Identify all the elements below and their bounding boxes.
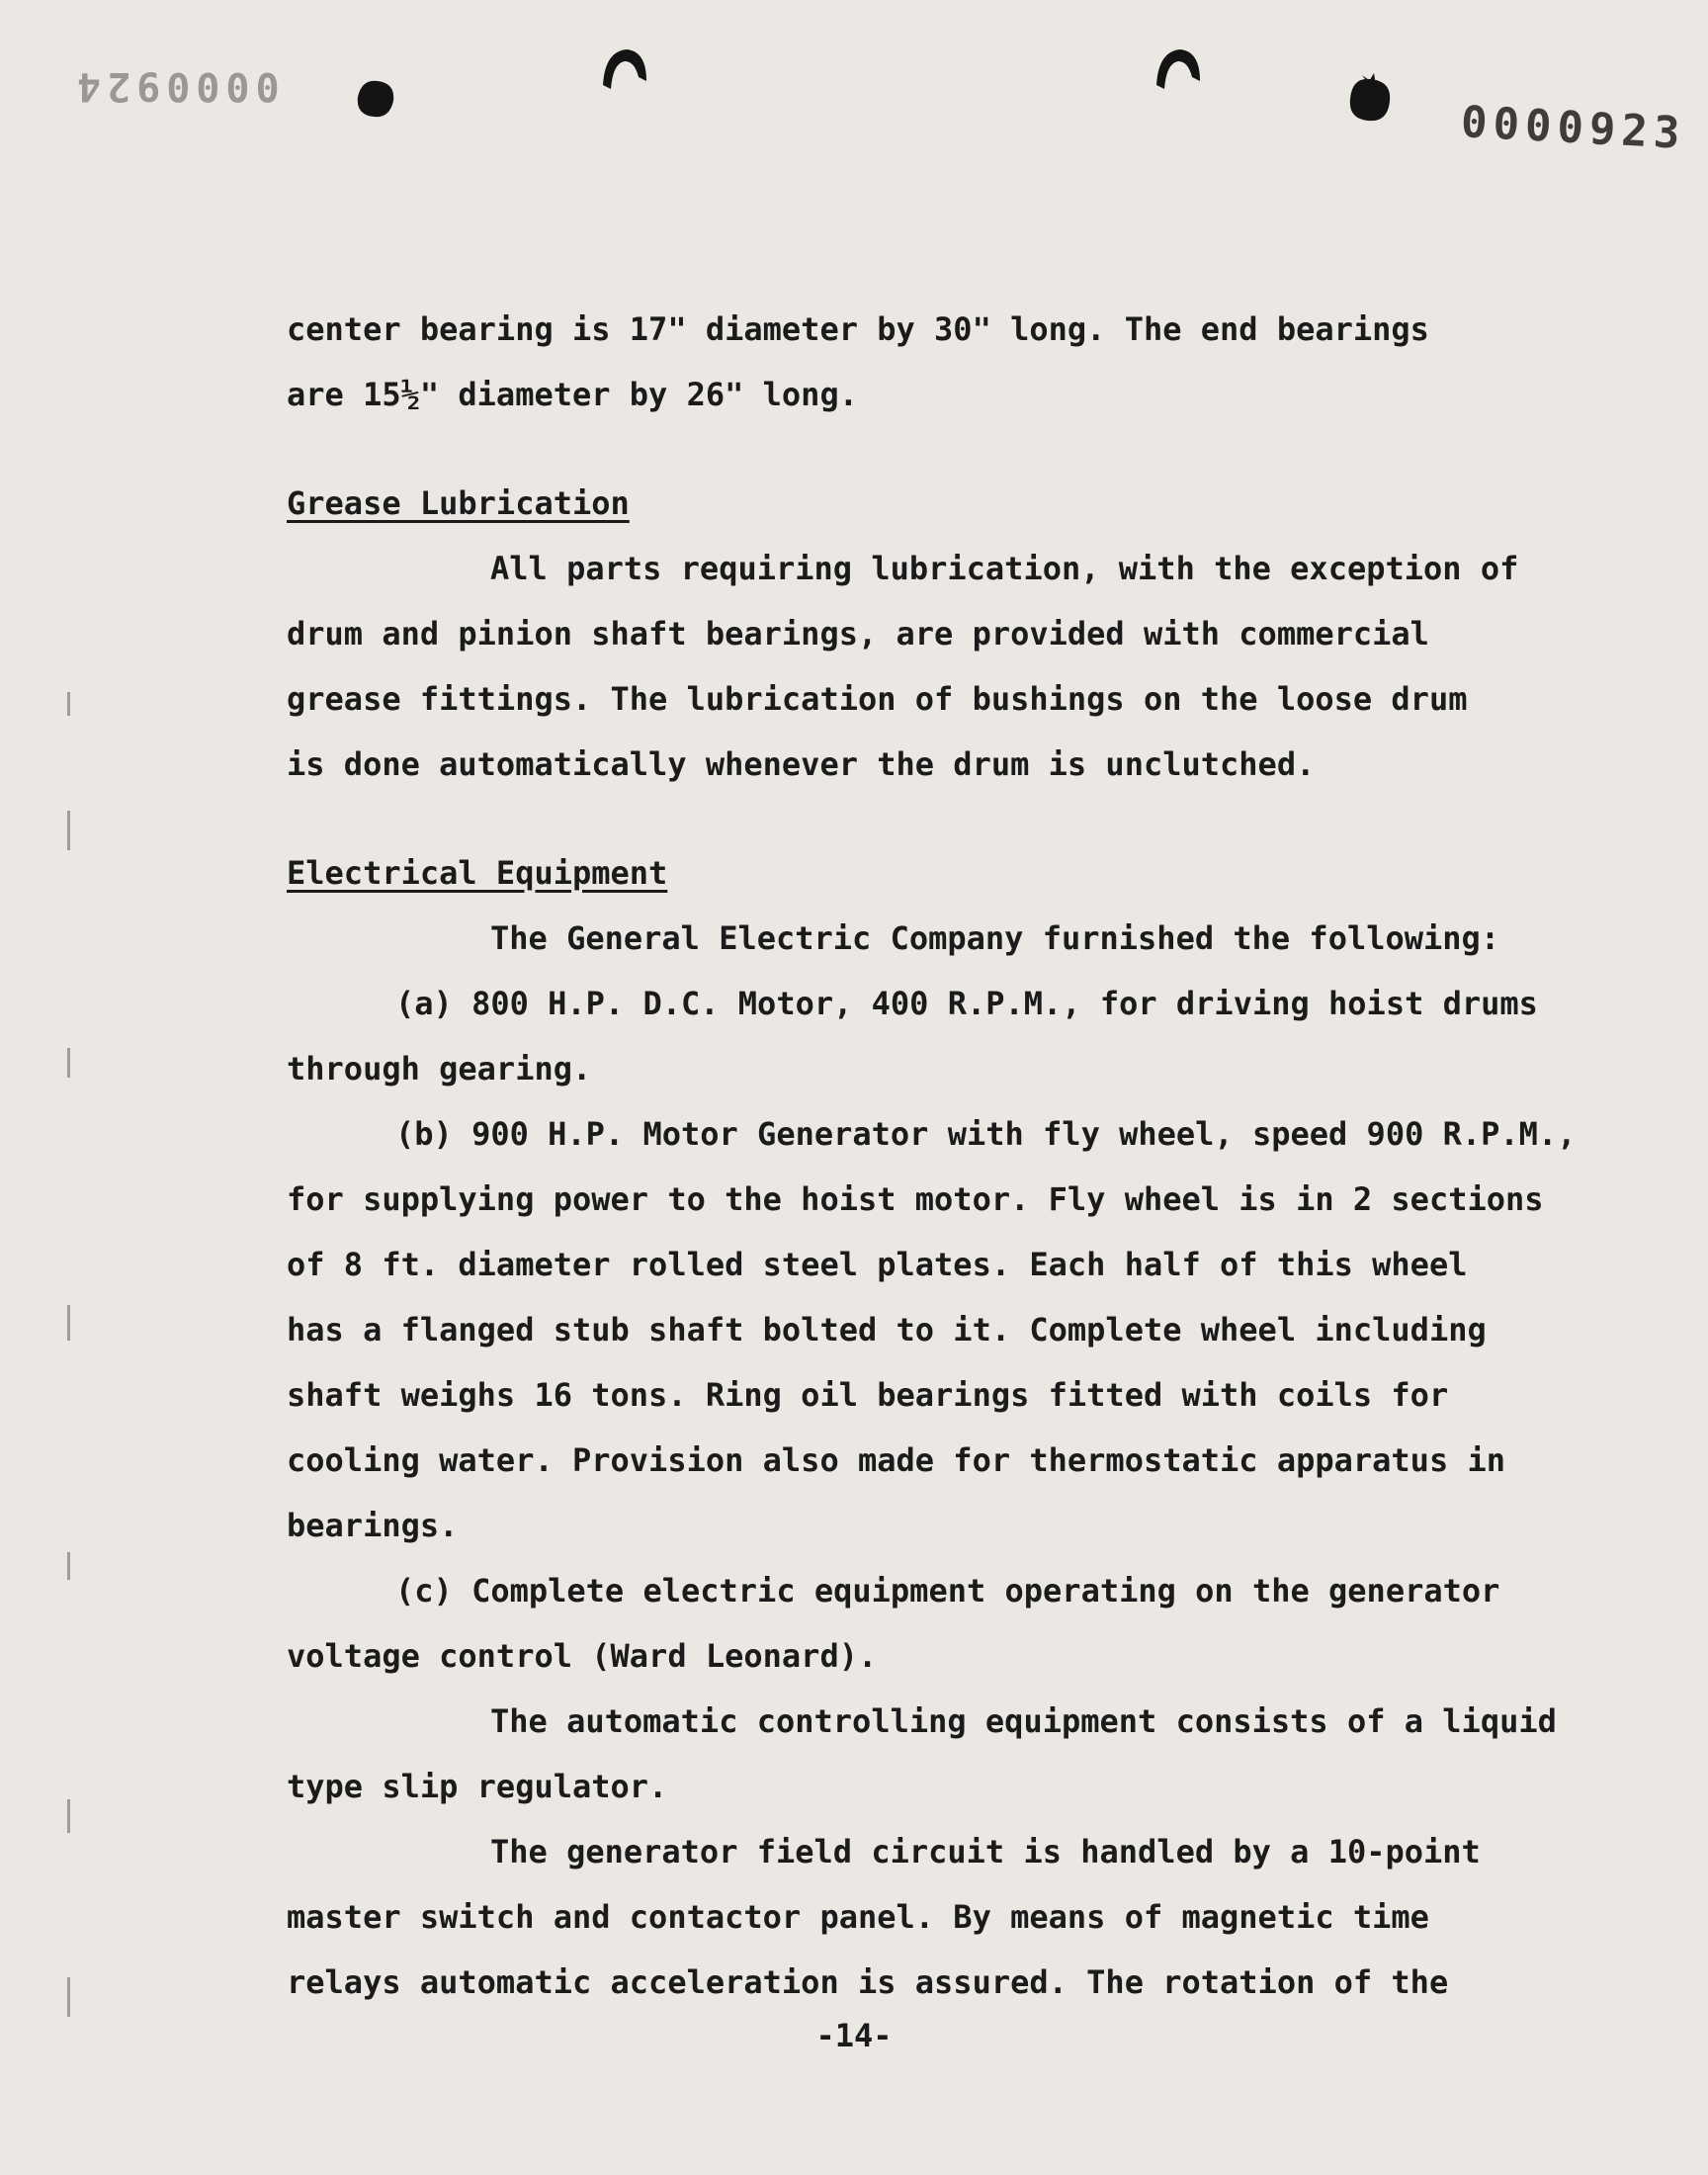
text-line: type slip regulator. — [287, 1768, 668, 1805]
text-line: shaft weighs 16 tons. Ring oil bearings fitted with coils for — [287, 1376, 1449, 1414]
text-line: The General Electric Company furnished the following: — [490, 919, 1500, 957]
text-line: bearings. — [287, 1507, 459, 1544]
section-heading-grease-lubrication: Grease Lubrication — [287, 484, 630, 522]
list-item-b: (b) 900 H.P. Motor Generator with fly wheel, speed 900 R.P.M., — [395, 1115, 1577, 1153]
punch-hole-center-left — [599, 45, 650, 93]
text-line: for supplying power to the hoist motor. Fly wheel is in 2 sections — [287, 1180, 1544, 1218]
margin-marks — [67, 692, 71, 2056]
page-number: -14- — [815, 2017, 893, 2054]
text-line: All parts requiring lubrication, with the exception of — [490, 550, 1519, 587]
text-line: relays automatic acceleration is assured. The rotation of the — [287, 1963, 1449, 2001]
text-line: through gearing. — [287, 1050, 592, 1088]
text-line: are 15½" diameter by 26" long. — [287, 376, 858, 413]
body-text — [287, 297, 1631, 2015]
punch-hole-center-right — [1153, 45, 1204, 93]
text-line: The automatic controlling equipment consists of a liquid — [490, 1702, 1557, 1740]
list-item-c: (c) Complete electric equipment operating on the generator — [395, 1572, 1500, 1610]
list-item-a: (a) 800 H.P. D.C. Motor, 400 R.P.M., for driving hoist drums — [395, 985, 1538, 1022]
section-heading-electrical-equipment: Electrical Equipment — [287, 854, 668, 892]
text-line: drum and pinion shaft bearings, are provided with commercial — [287, 615, 1429, 652]
punch-hole-left — [352, 73, 399, 125]
stamp-top-right: 0000923 — [1459, 97, 1687, 159]
text-line: center bearing is 17" diameter by 30" long. The end bearings — [287, 310, 1429, 348]
text-line: master switch and contactor panel. By means of magnetic time — [287, 1898, 1429, 1936]
text-line: of 8 ft. diameter rolled steel plates. Each half of this wheel — [287, 1246, 1468, 1283]
stamp-top-left: 0000924 — [71, 63, 280, 109]
text-line: is done automatically whenever the drum is unclutched. — [287, 745, 1316, 783]
text-line: voltage control (Ward Leonard). — [287, 1637, 878, 1675]
text-line: has a flanged stub shaft bolted to it. Complete wheel including — [287, 1311, 1487, 1348]
text-line: cooling water. Provision also made for thermostatic apparatus in — [287, 1441, 1505, 1479]
text-line: The generator field circuit is handled by a 10-point — [490, 1833, 1481, 1870]
text-line: grease fittings. The lubrication of bushings on the loose drum — [287, 680, 1468, 718]
punch-hole-right — [1342, 69, 1398, 130]
